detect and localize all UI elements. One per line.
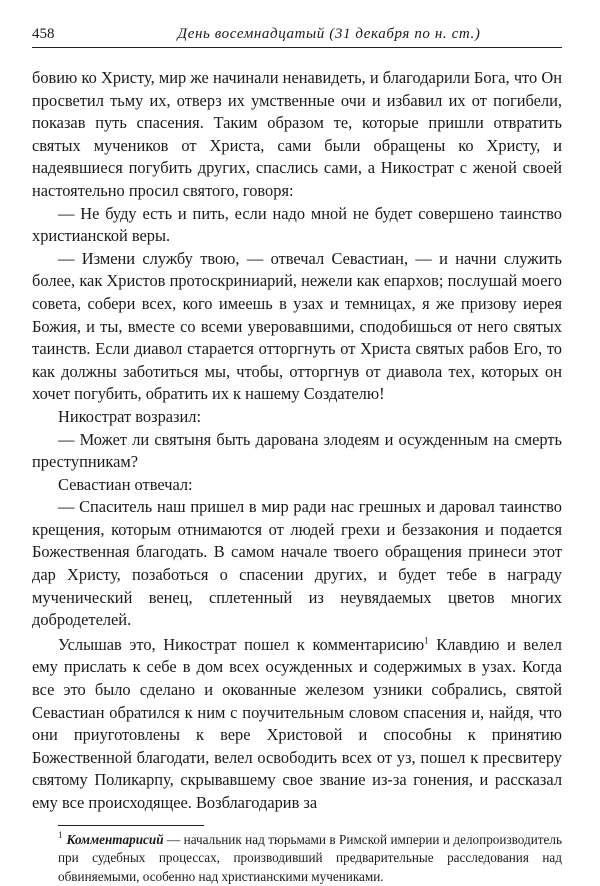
footnote-term: Комментарисий (66, 831, 164, 847)
paragraph: Севастиан отвечал: (58, 474, 193, 494)
paragraph: бовию ко Христу, мир же начинали ненавидеть, и благодарили Бога, что Он просветил тьму их, отверз их умственные очи и избавил их от погибели, показав путь спасения. Таким образом те, которые пришли отвратить святых мучеников от Христа, сами были обращены ко Христу, и надеявшиеся погубить других, спаслись сами, а Никострат с женой своей настоятельно просил святого, говоря: (32, 68, 562, 200)
footnote-mark: 1 (58, 830, 63, 841)
running-head-title: День восемнадцатый (31 декабря по н. ст.) (177, 26, 481, 42)
paragraph: — Может ли святыня быть дарована злодеям и осужденным на смерть преступникам? (32, 429, 562, 472)
page-number: 458 (32, 26, 55, 42)
paragraph-with-footnote-ref (32, 634, 562, 815)
running-head (32, 24, 562, 48)
paragraph-text-start: Услышав это, Никострат пошел к комментарисию (58, 634, 425, 654)
footnote-divider (58, 825, 204, 826)
paragraph: — Не буду есть и пить, если надо мной не будет совершено таинство христианской веры. (32, 203, 562, 246)
paragraph: — Измени службу твою, — отвечал Севастиан, — и начни служить более, как Христов протоскриниарий, нежели как епархов; послушай моего совета, собери всех, кого имеешь в узах и темницах, я же призову иерея Божия, и ты, вместе со всеми уверовавшими, сподобишься от него святых таинств. Если диавол старается отторгнуть от Христа святых рабов Его, то как должны заботиться мы, чтобы, отторгнув от диавола тех, которых он хочет погубить, обратить их к нашему Создателю! (32, 248, 562, 404)
footnote (32, 831, 562, 886)
paragraph-text-end: Клавдию и велел ему прислать к себе в дом всех осужденных и содержимых в узах. Когда все это было сделано и окованные железом узники собрались, святой Севастиан обратился к ним с поучительным словом спасения и, найдя, что они приуготовлены к вере Христовой и способны к принятию Божественной благодати, велел освободить всех от уз, пошел к пресвитеру святому Поликарпу, скрывавшему свое звание из-за гонения, и рассказал ему все происходящее. Возблагодарив за (32, 634, 562, 812)
book-page (32, 24, 562, 886)
paragraph: — Спаситель наш пришел в мир ради нас грешных и даровал таинство крещения, которым отнимаются от людей грехи и беззакония и подается Божественная благодать. В самом начале твоего обращения принеси этот дар Христу, позаботься о спасении других, и будет тебе в награду мученический венец, сплетенный из неувядаемых цветов многих добродетелей. (32, 497, 562, 630)
body-text (32, 67, 562, 815)
paragraph: Никострат возразил: (58, 406, 202, 426)
footnote-text: — начальник над тюрьмами в Римской империи и делопроизводитель при судебных процессах, производивший предварительные расследования над обвиняемыми, особенно над христианскими мучениками. (58, 831, 562, 884)
footnote-reference: 1 (424, 635, 429, 646)
